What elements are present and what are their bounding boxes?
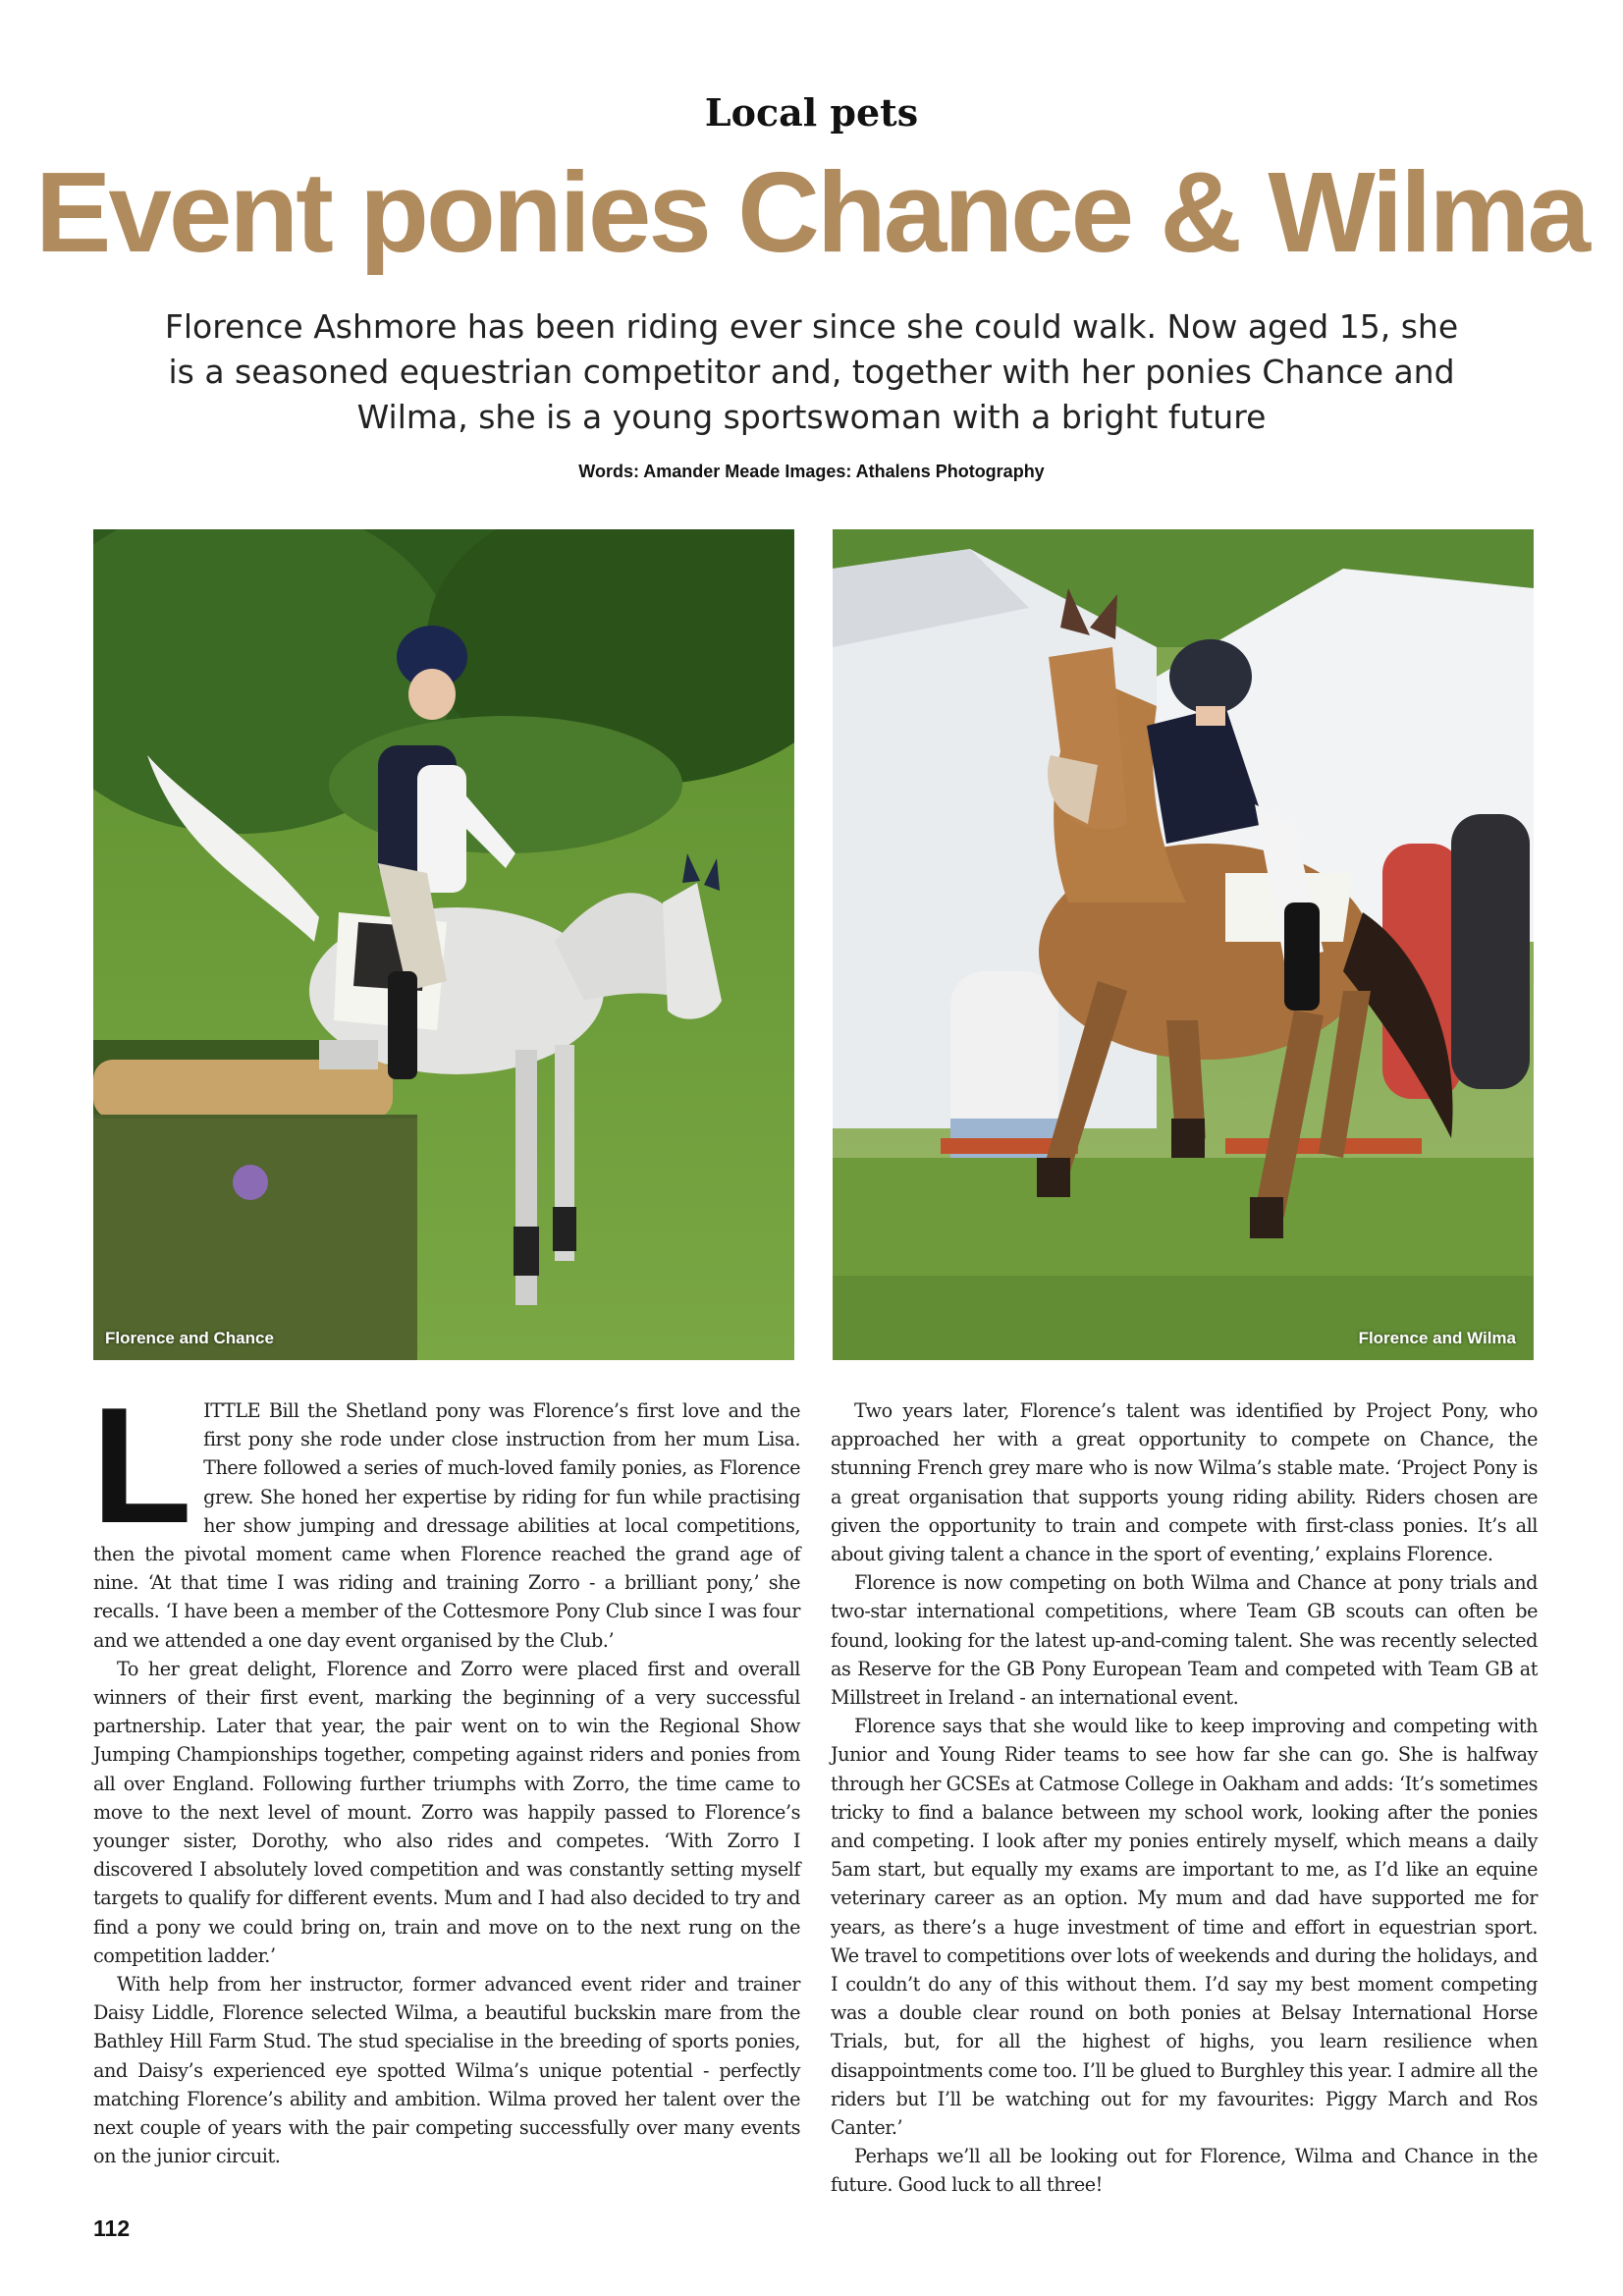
article-paragraph: To her great delight, Florence and Zorro were placed first and overall winners of their first event, marking the beginning of a very successful partnership. Later that year, the pair went on to win the Regional Show Jumping Championships together, competing against riders and ponies from all over England. Following further triumphs with Zorro, the time came to move to the next level of mount. Zorro was happily passed to Florence’s younger sister, Dorothy, who also rides and competes. ‘With Zorro I discovered I absolutely loved competition and was constantly setting myself targets to qualify for different events. Mum and I had also decided to try and find a pony we could bring on, train and move on to the next rung on the competition ladder.’ xyxy=(93,1657,800,1967)
article-column-right xyxy=(831,1396,1538,2200)
headline: Event ponies Chance & Wilma xyxy=(34,148,1588,276)
photo-florence-and-wilma xyxy=(833,529,1534,1360)
page-number: 112 xyxy=(93,2215,131,2241)
article-paragraph: Florence is now competing on both Wilma and Chance at pony trials and two-star international competitions, where Team GB scouts can often be found, looking for the latest up-and-coming talent. She was recently selected as Reserve for the GB Pony European Team and competed with Team GB at Millstreet in Ireland - an international event. xyxy=(831,1571,1538,1710)
grey-pony-jumping-illustration xyxy=(93,529,794,1360)
article-paragraph: Two years later, Florence’s talent was identified by Project Pony, who approached her with a great opportunity to compete on Chance, the stunning French grey mare who is now Wilma’s stable mate. ‘Project Pony is a great organisation that supports young riding ability. Riders chosen are given the opportunity to train and compete with first-class ponies. It’s all about giving talent a chance in the sport of eventing,’ explains Florence. xyxy=(831,1399,1538,1566)
drop-cap: L xyxy=(91,1373,192,1558)
article-paragraph xyxy=(91,1373,800,1655)
standfirst: Florence Ashmore has been riding ever since she could walk. Now aged 15, she is a seasoned equestrian competitor and, together with her ponies Chance and Wilma, she is a young sportswoman with a bright future xyxy=(164,307,1459,436)
photo-caption-left: Florence and Chance xyxy=(105,1329,274,1347)
article-column-left xyxy=(91,1373,800,2170)
bay-pony-cantering-illustration xyxy=(833,529,1534,1360)
photo-florence-and-chance xyxy=(93,529,794,1360)
photo-caption-right: Florence and Wilma xyxy=(1358,1329,1516,1347)
paragraph-text: ITTLE Bill the Shetland pony was Florence’s first love and the first pony she rode under close instruction from her mum Lisa. There followed a series of much-loved family ponies, as Florence grew. She honed her expertise by riding for fun while practising her show jumping and dressage abilities at local competitions, then the pivotal moment came when Florence reached the grand age of nine. ‘At that time I was riding and training Zorro - a brilliant pony,’ she recalls. ‘I have been a member of the Cottesmore Pony Club since I was four and we attended a one day event organised by the Club.’ xyxy=(93,1399,800,1652)
article-paragraph: Perhaps we’ll all be looking out for Florence, Wilma and Chance in the future. Good luck to all three! xyxy=(831,2145,1538,2197)
credits: Words: Amander Meade Images: Athalens Photography xyxy=(578,462,1045,481)
article-paragraph: Florence says that she would like to keep improving and competing with Junior and Young Rider teams to see how far she can go. She is halfway through her GCSEs at Catmose College in Oakham and adds: ‘It’s sometimes tricky to find a balance between my school work, looking after the ponies and competing. I look after my ponies entirely myself, which means a daily 5am start, but equally my exams are important to me, as I’d like an equine veterinary career as an option. My mum and dad have supported me for years, as there’s a huge investment of time and effort in equestrian sport. We travel to competitions over lots of weekends and during the holidays, and I couldn’t do any of this without them. I’d say my best moment competing was a double clear round on both ponies at Belsay International Horse Trials, but, for all the highest of highs, you learn resilience when disappointments come too. I’ll be glued to Burghley this year. I admire all the riders but I’ll be watching out for my favourites: Piggy March and Ros Canter.’ xyxy=(831,1715,1538,2140)
section-label: Local pets xyxy=(704,90,919,135)
article-paragraph: With help from her instructor, former advanced event rider and trainer Daisy Liddle, Florence selected Wilma, a beautiful buckskin mare from the Bathley Hill Farm Stud. The stud specialise in the breeding of sports ponies, and Daisy’s experienced eye spotted Wilma’s unique potential - perfectly matching Florence’s ability and ambition. Wilma proved her talent over the next couple of years with the pair competing successfully over many events on the junior circuit. xyxy=(93,1973,800,2168)
